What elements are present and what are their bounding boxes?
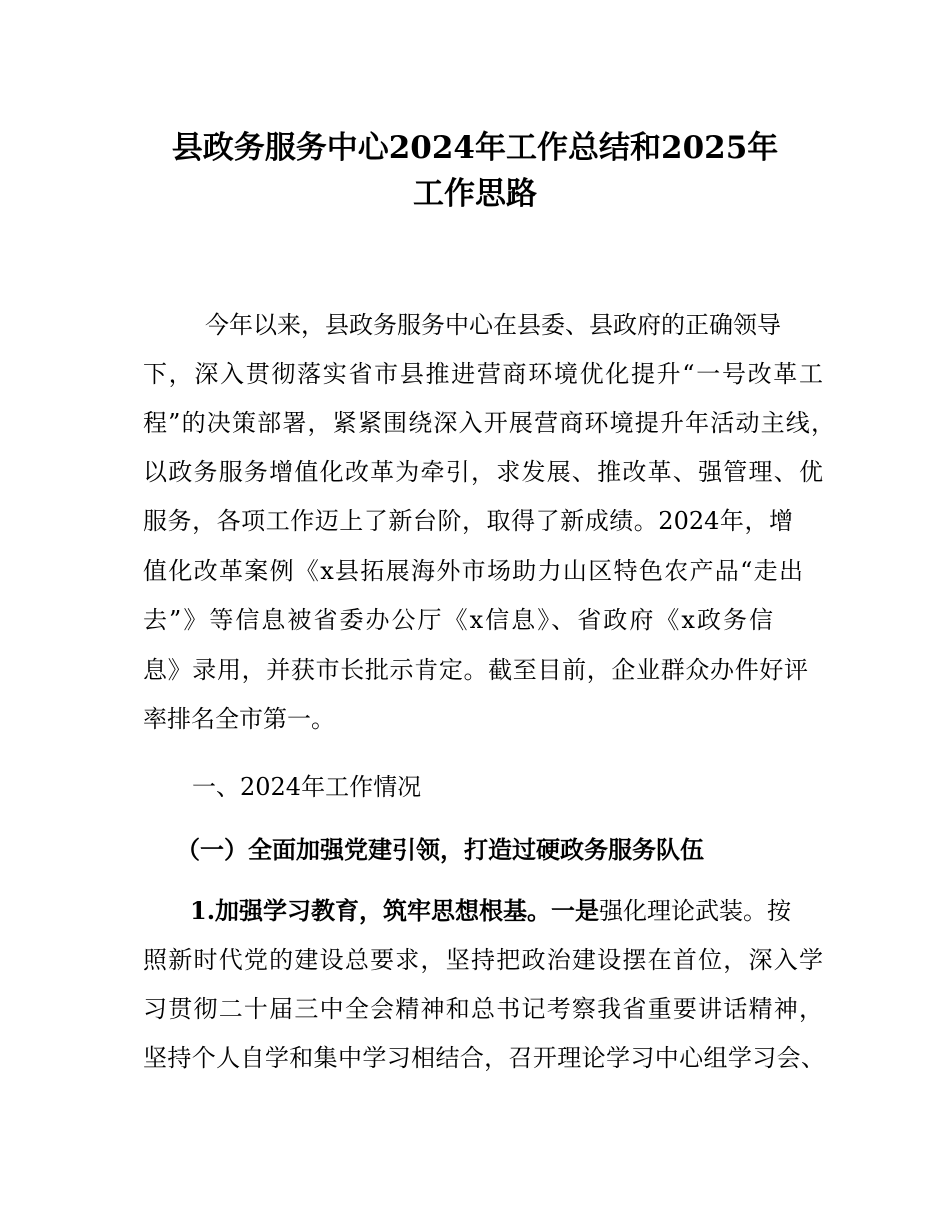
section-heading: 一、2024年工作情况: [192, 773, 422, 801]
intro-line: 服务，各项工作迈上了新台阶，取得了新成绩。2024年，增: [143, 507, 793, 535]
subsection-heading: （一）全面加强党建引领，打造过硬政务服务队伍: [176, 835, 704, 864]
item-1-line: 照新时代党的建设总要求，坚持把政治建设摆在首位，深入学: [143, 946, 823, 974]
item-1-line: 习贯彻二十届三中全会精神和总书记考察我省重要讲话精神，: [143, 995, 823, 1023]
item-1-rest: 强化理论武装。按: [599, 897, 792, 925]
intro-line: 今年以来，县政务服务中心在县委、县政府的正确领导: [205, 311, 781, 339]
intro-line: 下，深入贯彻落实省市县推进营商环境优化提升“一号改革工: [143, 360, 823, 388]
item-1-first-line: [190, 896, 810, 926]
item-1-line: 坚持个人自学和集中学习相结合，召开理论学习中心组学习会、: [143, 1044, 825, 1072]
intro-line: 息》录用，并获市长批示肯定。截至目前，企业群众办件好评: [143, 656, 808, 684]
intro-line: 值化改革案例《x县拓展海外市场助力山区特色农产品“走出: [143, 557, 803, 585]
document-title-line-1: 县政务服务中心2024年工作总结和2025年: [171, 130, 779, 166]
intro-line: 以政务服务增值化改革为牵引，求发展、推改革、强管理、优: [143, 458, 823, 486]
intro-line: 程”的决策部署，紧紧围绕深入开展营商环境提升年活动主线，: [143, 409, 835, 437]
item-1-bold-lead: 1.加强学习教育，筑牢思想根基。一是: [190, 896, 600, 925]
document-title-line-2: 工作思路: [413, 176, 537, 212]
intro-line: 率排名全市第一。: [143, 705, 335, 733]
intro-line: 去”》等信息被省委办公厅《x信息》、省政府《x政务信: [143, 606, 773, 634]
